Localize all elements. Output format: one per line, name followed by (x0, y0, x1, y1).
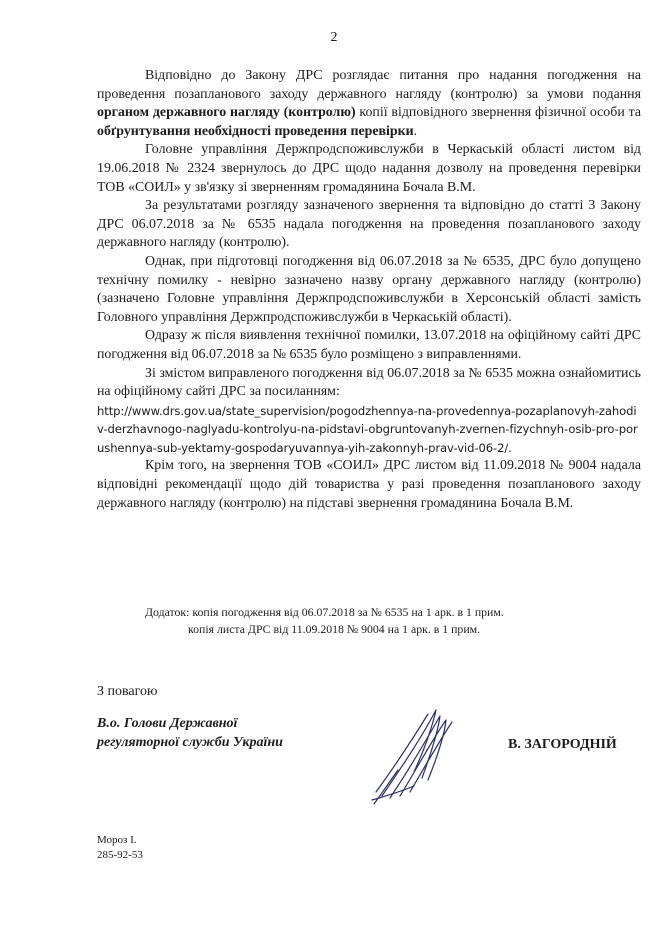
page-number: 2 (330, 30, 338, 45)
attachment-line: копія листа ДРС від 11.09.2018 № 9004 на 1 арк. в 1 прим. (188, 622, 481, 636)
paragraph-text: копії відповідного звернення фізичної особи та (355, 105, 641, 121)
executor-info (97, 833, 143, 863)
paragraph-error: Однак, при підготовці погодження від 06.07.2018 за № 6535, ДРС було допущено технічну помилку - невірно зазначено назву органу державного нагляду (контролю) (зазначено Головне управління Держпродспоживслужби в Херсонській області замість Головного управління Держпродспоживслужби в Черкаській області). (97, 253, 641, 325)
bold-phrase: обґрунтування необхідності проведення перевірки (97, 123, 414, 139)
attachment-line: Додаток: копія погодження від 06.07.2018 за № 6535 на 1 арк. в 1 прим. (145, 605, 504, 619)
bold-phrase: органом державного нагляду (контролю) (97, 105, 356, 121)
executor-phone: 285-92-53 (97, 849, 143, 861)
executor-name: Мороз І. (97, 834, 137, 846)
attachment-list (145, 604, 504, 638)
paragraph-recommendations: Крім того, на звернення ТОВ «СОИЛ» ДРС листом від 11.09.2018 № 9004 надала відповідні рекомендації щодо дій товариства у разі проведення позапланового заходу державного нагляду (контролю) на підставі звернення громадянина Бочала В.М. (97, 458, 641, 511)
paragraph-law-reference (97, 67, 641, 141)
paragraph-link-intro: Зі змістом виправленого погодження від 06.07.2018 за № 6535 можна ознайомитись на офіційному сайті ДРС за посиланням: (97, 365, 641, 400)
paragraph-text: Відповідно до Закону ДРС розглядає питання про надання погодження на проведення позапланового заходу державного нагляду (контролю) за умови подання (97, 68, 641, 102)
handwritten-signature (370, 700, 470, 810)
paragraph-request: Головне управління Держпродспоживслужби в Черкаській області листом від 19.06.2018 № 2324 звернулось до ДРС щодо надання дозволу на проведення перевірки ТОВ «СОИЛ» у зв'язку зі зверненням громадянина Бочала В.М. (97, 142, 641, 195)
signatory-title-line: регуляторної служби України (97, 735, 283, 750)
closing-phrase: З повагою (97, 684, 158, 699)
signatory-title-line: В.о. Голови Державної (97, 716, 238, 731)
paragraph-approval: За результатами розгляду зазначеного звернення та відповідно до статті 3 Закону ДРС 06.07.2018 за № 6535 надала погодження на проведення позапланового заходу державного нагляду (контролю). (97, 198, 641, 251)
signatory-title (97, 714, 283, 752)
signatory-name: В. ЗАГОРОДНІЙ (508, 737, 617, 752)
url-link[interactable]: http://www.drs.gov.ua/state_supervision/pogodzhennya-na-provedennya-pozaplanovyh-zahodiv-derzhavnogo-naglyadu-kontrolyu-na-pidstavi-obgruntovanyh-zvernen-fizychnyh-osib-pro-porushennya-sub-yektamy-gospodaryuvannya-yih-zakonnyh-prav-vid-06-2/. (97, 403, 638, 455)
paragraph-text: . (413, 123, 418, 139)
paragraph-correction: Одразу ж після виявлення технічної помилки, 13.07.2018 на офіційному сайті ДРС погодження від 06.07.2018 за № 6535 було розміщено з виправленнями. (97, 328, 641, 362)
letter-body (97, 67, 641, 513)
